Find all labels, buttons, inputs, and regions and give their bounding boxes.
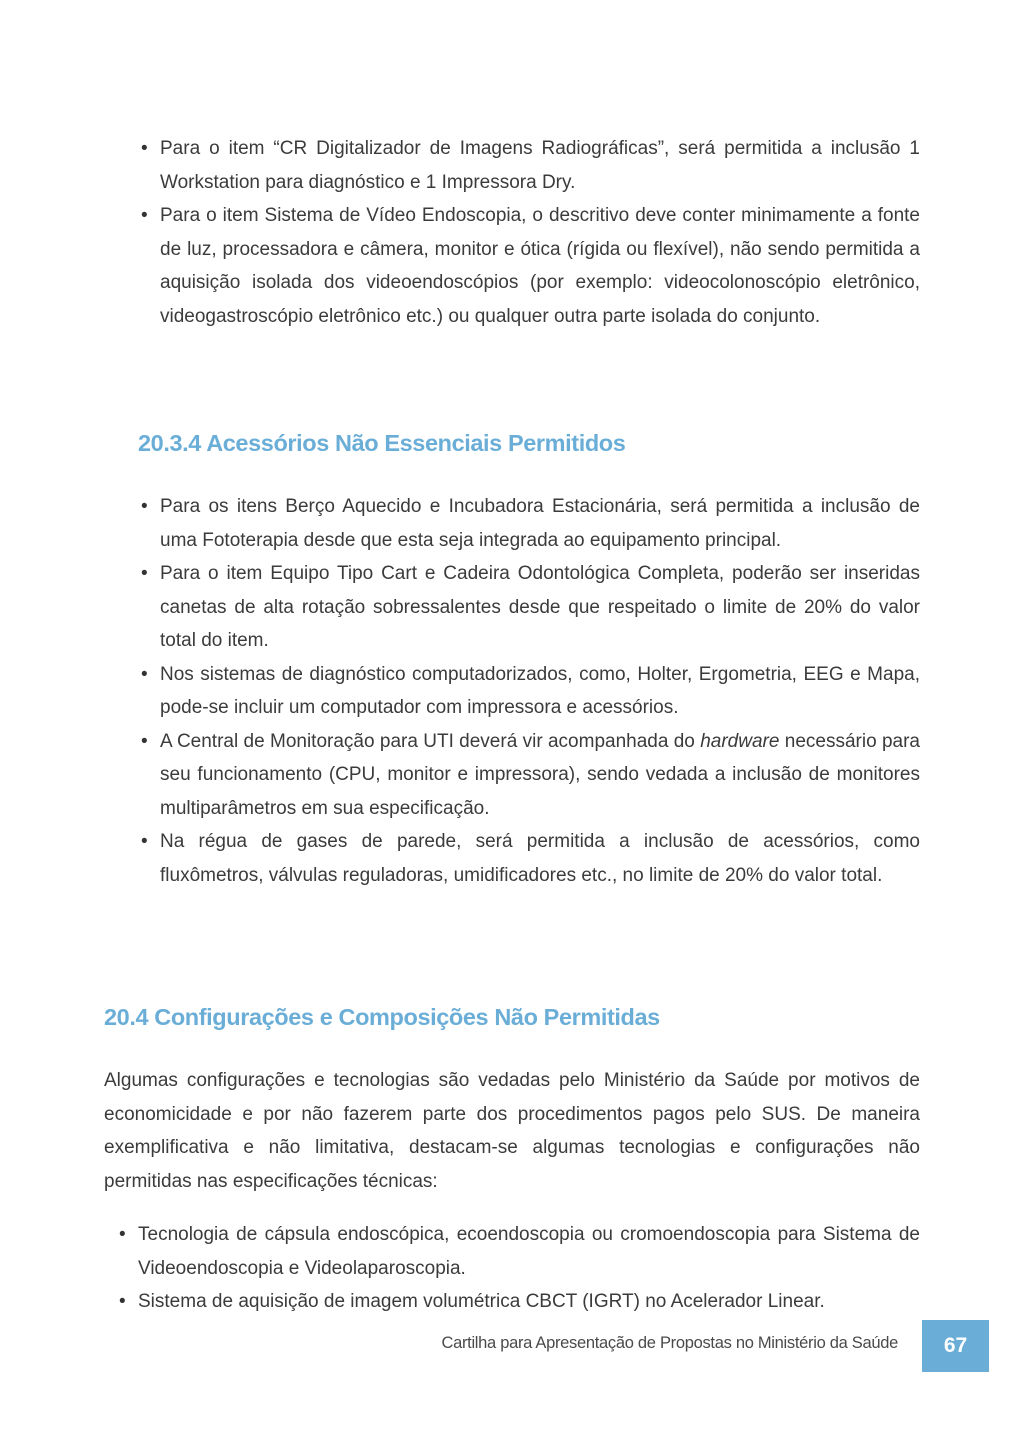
text-fragment: A Central de Monitoração para UTI deverá vir acompanhada do	[160, 730, 701, 752]
list-item: • Sistema de aquisição de imagem volumétrica CBCT (IGRT) no Acelerador Linear.	[116, 1285, 920, 1319]
footer-title: Cartilha para Apresentação de Propostas no Ministério da Saúde	[441, 1334, 898, 1352]
page-number-label: 67	[943, 1334, 968, 1357]
section-heading-not-permitted: 20.4 Configurações e Composições Não Permitidas	[104, 1004, 660, 1030]
list-item: • Para o item Equipo Tipo Cart e Cadeira Odontológica Completa, poderão ser inseridas canetas de alta rotação sobressalentes desde que respeitado o limite de 20% do valor total do item.	[138, 557, 920, 658]
list-item: • Para o item Sistema de Vídeo Endoscopia, o descritivo deve conter minimamente a fonte de luz, processadora e câmera, monitor e ótica (rígida ou flexível), não sendo permitida a aquisição isolada dos videoendoscópios (por exemplo: videocolonoscópio eletrônico, videogastroscópio eletrônico etc.) ou qualquer outra parte isolada do conjunto.	[138, 199, 920, 333]
list-item: • Tecnologia de cápsula endoscópica, ecoendoscopia ou cromoendoscopia para Sistema de Videoendoscopia e Videolaparoscopia.	[116, 1218, 920, 1285]
section-heading-accessories: 20.3.4 Acessórios Não Essenciais Permitidos	[138, 430, 626, 456]
bullet-list-not-permitted	[116, 1218, 920, 1319]
bullet-list-accessories	[138, 490, 920, 892]
list-item: • Nos sistemas de diagnóstico computadorizados, como, Holter, Ergometria, EEG e Mapa, pode-se incluir um computador com impressora e acessórios.	[138, 658, 920, 725]
list-item: • Para o item “CR Digitalizador de Imagens Radiográficas”, será permitida a inclusão 1 Workstation para diagnóstico e 1 Impressora Dry.	[138, 132, 920, 199]
intro-paragraph: Algumas configurações e tecnologias são vedadas pelo Ministério da Saúde por motivos de economicidade e por não fazerem parte dos procedimentos pagos pelo SUS. De maneira exemplificativa e não limitativa, destacam-se algumas tecnologias e configurações não permitidas nas especificações técnicas:	[104, 1070, 920, 1192]
page-number	[922, 1320, 989, 1372]
list-item: • Na régua de gases de parede, será permitida a inclusão de acessórios, como fluxômetros, válvulas reguladoras, umidificadores etc., no limite de 20% do valor total.	[138, 825, 920, 892]
text-fragment: necessário para seu funcionamento (CPU, monitor e impressora), sendo vedada a inclusão de monitores multiparâmetros em sua especificação.	[160, 730, 920, 819]
bullet-list-equipment-inclusions	[138, 132, 920, 333]
emphasis-hardware: hardware	[700, 730, 780, 752]
list-item	[138, 725, 920, 826]
list-item: • Para os itens Berço Aquecido e Incubadora Estacionária, será permitida a inclusão de uma Fototerapia desde que esta seja integrada ao equipamento principal.	[138, 490, 920, 557]
